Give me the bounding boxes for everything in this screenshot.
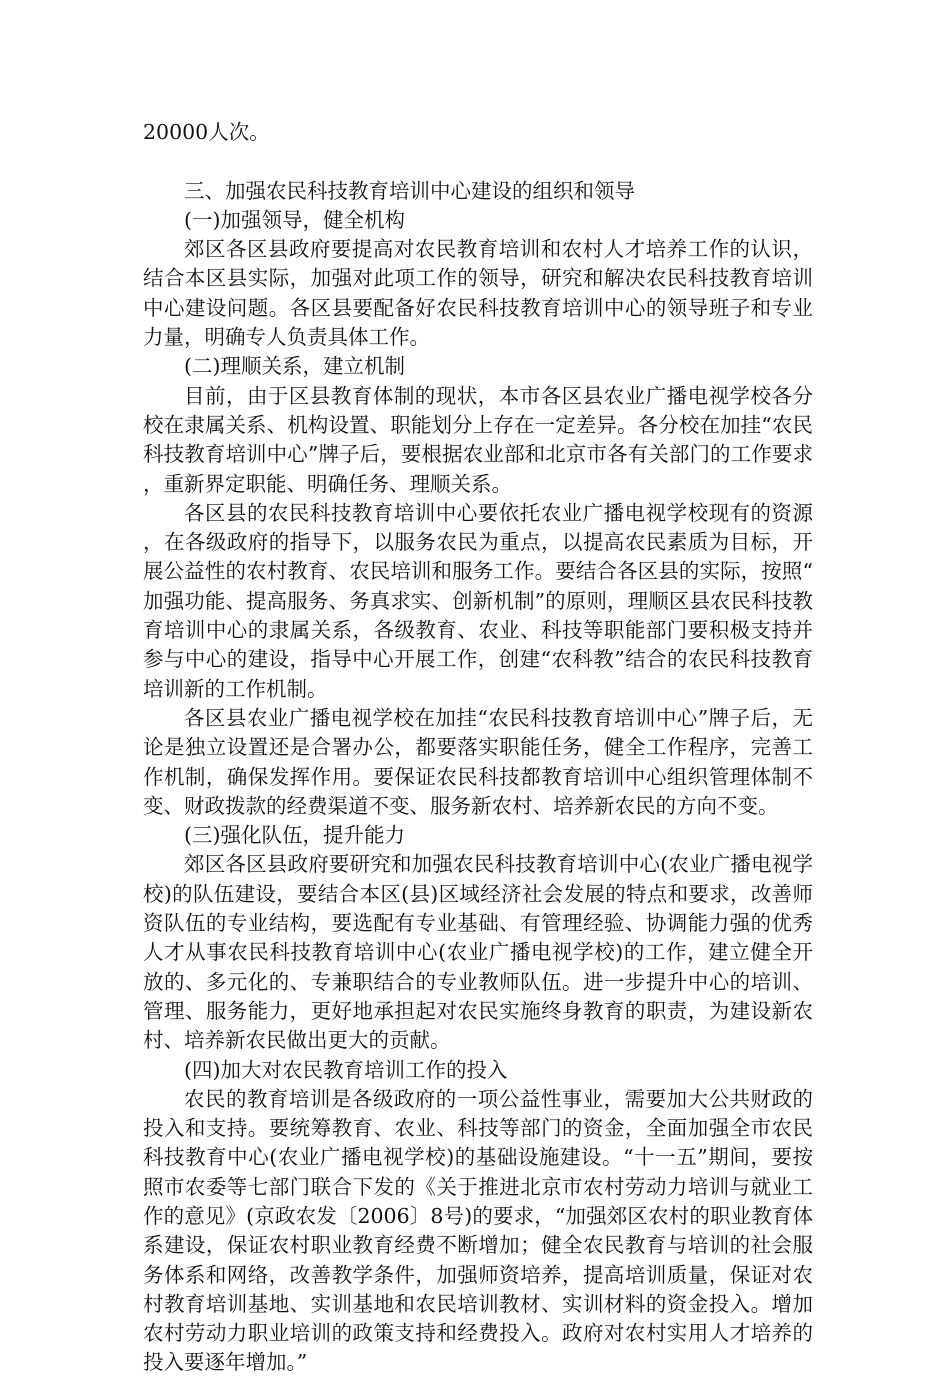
paragraph: 农民的教育培训是各级政府的一项公益性事业，需要加大公共财政的投入和支持。要统筹教育、农业、科技等部门的资金，全面加强全市农民科技教育中心(农业广播电视学校)的基础设施建设。“十一五”期间，要按照市农委等七部门联合下发的《关于推进北京市农村劳动力培训与就业工作的意见》(京政农发〔2006〕8号)的要求，“加强郊区农村的职业教育体系建设，保证农村职业教育经费不断增加；健全农民教育与培训的社会服务体系和网络，改善教学条件，加强师资培养，提高培训质量，保证对农村教育培训基地、实训基地和农民培训教材、实训材料的资金投入。增加农村劳动力职业培训的政策支持和经费投入。政府对农村实用人才培养的投入要逐年增加。” xyxy=(143,1086,813,1375)
subheading-4: (四)加大对农民教育培训工作的投入 xyxy=(184,1057,508,1082)
document-body xyxy=(143,118,813,1378)
paragraph-gap xyxy=(143,147,813,176)
paragraph: 各区县农业广播电视学校在加挂“农民科技教育培训中心”牌子后，无论是独立设置还是合署办公，都要落实职能任务，健全工作程序，完善工作机制，确保发挥作用。要保证农民科技都教育培训中心组织管理体制不变、财政拨款的经费渠道不变、服务新农村、培养新农民的方向不变。 xyxy=(143,705,813,818)
subheading-1: (一)加强领导，健全机构 xyxy=(184,207,405,232)
paragraph: 郊区各区县政府要提高对农民教育培训和农村人才培养工作的认识，结合本区县实际，加强对此项工作的领导，研究和解决农民科技教育培训中心建设问题。各区县要配备好农民科技教育培训中心的领导班子和专业力量，明确专人负责具体工作。 xyxy=(143,237,813,350)
paragraph: 各区县的农民科技教育培训中心要依托农业广播电视学校现有的资源，在各级政府的指导下，以服务农民为重点，以提高农民素质为目标，开展公益性的农村教育、农民培训和服务工作。要结合各区县的实际，按照“加强功能、提高服务、务真求实、创新机制”的原则，理顺区县农民科技教育培训中心的隶属关系，各级教育、农业、科技等职能部门要积极支持并参与中心的建设，指导中心开展工作，创建“农科教”结合的农民科技教育培训新的工作机制。 xyxy=(143,500,813,701)
subheading-2: (二)理顺关系，建立机制 xyxy=(184,354,405,379)
paragraph-continuation: 20000人次。 xyxy=(143,120,270,144)
paragraph: 目前，由于区县教育体制的现状，本市各区县农业广播电视学校各分校在隶属关系、机构设置、职能划分上存在一定差异。各分校在加挂“农民科技教育培训中心”牌子后，要根据农业部和北京市各有关部门的工作要求，重新界定职能、明确任务、理顺关系。 xyxy=(143,383,813,496)
paragraph: 郊区各区县政府要研究和加强农民科技教育培训中心(农业广播电视学校)的队伍建设，要结合本区(县)区域经济社会发展的特点和要求，改善师资队伍的专业结构，要选配有专业基础、有管理经验、协调能力强的优秀人才从事农民科技教育培训中心(农业广播电视学校)的工作，建立健全开放的、多元化的、专兼职结合的专业教师队伍。进一步提升中心的培训、管理、服务能力，更好地承担起对农民实施终身教育的职责，为建设新农村、培养新农民做出更大的贡献。 xyxy=(143,852,813,1053)
section-heading: 三、加强农民科技教育培训中心建设的组织和领导 xyxy=(184,178,635,203)
subheading-3: (三)强化队伍，提升能力 xyxy=(184,823,405,848)
